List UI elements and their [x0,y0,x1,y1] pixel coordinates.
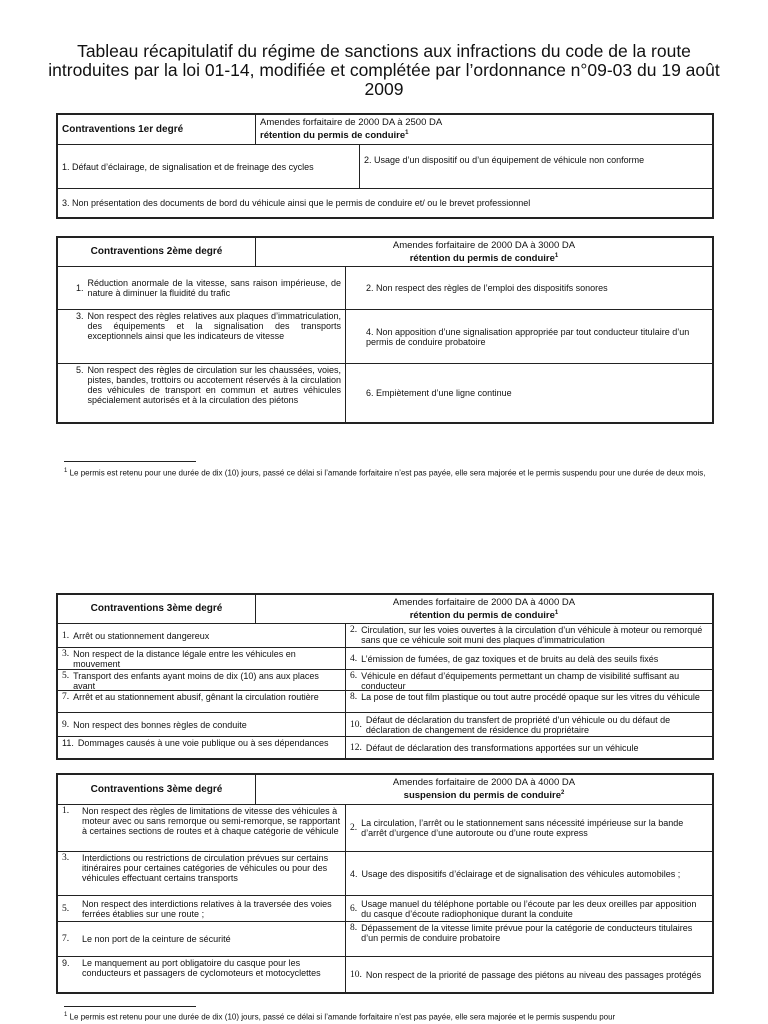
infraction-text: Usage des dispositifs d’éclairage et de signalisation des véhicules automobiles ; [361,868,681,879]
infraction-text: Non respect des règles de limitations de vitesse des véhicules à moteur avec ou sans remorque ou semi-remorque, se rapportant à certaines sections de routes et à chaque catégorie de véhicule [82,806,341,836]
infraction-text: Défaut de déclaration du transfert de propriété d’un véhicule ou du défaut de déclaration de changement de résidence du propriétaire [365,714,671,735]
infraction-cell: 2. Non respect des règles de l’emploi des dispositifs sonores [366,283,608,293]
footnote-ref: 1 [405,130,409,137]
degree-heading: Contraventions 2ème degré [58,238,256,266]
item-number: 10. [350,969,362,980]
footnote-mark: 1 [64,468,68,474]
table-header-row [58,775,712,804]
infraction-text: Défaut de déclaration des transformations apportées sur un véhicule [365,742,639,753]
infraction-text: Le non port de la ceinture de sécurité [82,934,231,944]
table-row [58,309,712,363]
fine-info [256,115,712,144]
infraction-cell [58,737,346,758]
degree-heading: Contraventions 3ème degré [58,775,256,804]
item-number: 9. [62,958,70,968]
title-line-2: introduites par la loi 01-14, modifiée et complétée par l’ordonnance n°09-03 du 19 août [48,60,720,80]
fine-range: Amendes forfaitaire de 2000 DA à 4000 DA [392,777,576,789]
footnote-separator [64,461,196,462]
table-row [58,623,712,647]
infraction-cell [346,624,712,647]
item-number: 3. [62,853,70,863]
item-number: 6. [350,671,358,681]
infraction-text: Dépassement de la vitesse limite prévue pour la catégorie de conducteurs titulaires d’un permis de conduire probatoire [361,923,693,943]
footnote-ref: 1 [554,252,559,259]
title-line-3: 2009 [364,79,404,99]
footnote [64,466,714,479]
table-row [58,690,712,712]
infraction-cell: 6. Empiètement d’une ligne continue [366,388,512,398]
item-number: 3. [62,649,70,659]
table-header-row [58,238,712,266]
item-number: 7. [62,692,70,702]
infraction-text: Non respect des règles relatives aux plaques d’immatriculation, des équipements et la signalisation des transports exceptionnels ainsi que les indicateurs de vitesse [87,311,341,341]
table-header-row [58,595,712,623]
infraction-text: Interdictions ou restrictions de circulation prévues sur certains itinéraires pour certaines catégories de véhicules ou pour des véhicules effectuant certains transports [82,853,329,883]
table-row [58,736,712,758]
infraction-text: Non respect des interdictions relatives à la traversée des voies ferrées établies sur une route ; [82,898,332,919]
table-row [58,669,712,690]
fine-info [256,595,712,623]
table-contraventions-1er-degre [56,113,714,219]
infraction-text: Réduction anormale de la vitesse, sans raison impérieuse, de nature à diminuer la fluidité du trafic [87,278,341,298]
fine-range: Amendes forfaitaire de 2000 DA à 2500 DA [260,117,443,129]
infraction-cell [58,267,346,309]
penalty: rétention du permis de conduire$^1$ [409,252,559,265]
table-row [58,144,712,188]
penalty: rétention du permis de conduire$^1$ [260,130,409,142]
page-title [40,42,728,99]
table-row [58,363,712,422]
infraction-cell [346,896,712,921]
table-row [58,921,712,956]
item-number: 4. [350,653,358,664]
footnote-mark: 1 [64,1012,68,1018]
item-number: 5. [62,903,70,914]
item-number: 4. [350,868,358,879]
infraction-cell [346,691,712,712]
title-line-1: Tableau récapitulatif du régime de sanctions aux infractions du code de la route [77,41,691,61]
item-number: 2. [350,625,358,635]
infraction-text: Le manquement au port obligatoire du casque pour les conducteurs et passagers de cyclomoteurs et motocyclettes [82,958,321,978]
infraction-cell [58,670,346,690]
infraction-cell: 4. Non apposition d’une signalisation appropriée par tout conducteur titulaire d’un permis de conduire probatoire [366,326,690,347]
infraction-cell [58,364,346,422]
infraction-cell [346,957,712,992]
infraction-text: Non respect des bonnes règles de conduite [73,719,247,730]
infraction-cell [346,648,712,669]
infraction-cell [58,805,346,851]
penalty: suspension du permis de conduire$^2$ [403,790,565,802]
footnote-separator [64,1006,196,1007]
item-number: 8. [350,923,358,933]
table-row [58,851,712,895]
infraction-cell: 2. Usage d’un dispositif ou d’un équipement de véhicule non conforme [364,155,645,165]
infraction-cell [58,896,346,921]
table-contraventions-3eme-degre-suspension [56,773,714,994]
infraction-text: La pose de tout film plastique ou tout autre procédé opaque sur les vitres du véhicule [361,692,700,702]
item-number: 5. [62,671,70,681]
fine-range: Amendes forfaitaire de 2000 DA à 3000 DA [392,239,576,251]
item-number: 10. [350,719,362,730]
table-row [58,895,712,921]
infraction-text: Arrêt et au stationnement abusif, gênant la circulation routière [73,692,319,702]
item-number: 1. [62,630,70,641]
table-row [58,188,712,217]
table-row [58,712,712,736]
infraction-text: Non respect de la distance légale entre les véhicules en mouvement [73,649,296,669]
degree-heading: Contraventions 3ème degré [58,595,256,623]
infraction-cell [346,737,712,758]
infraction-cell [346,922,712,956]
infraction-cell [346,805,712,851]
infraction-text: Circulation, sur les voies ouvertes à la circulation d’un véhicule à moteur ou remorqué sans que ce véhicule soit muni des plaques d’immatriculation [361,625,703,645]
degree-heading: Contraventions 1er degré [58,115,256,144]
infraction-cell: 1. Défaut d’éclairage, de signalisation et de freinage des cycles [58,145,360,188]
item-number: 5. [76,365,84,375]
item-number: 7. [62,934,70,944]
infraction-text: Non respect de la priorité de passage des piétons au niveau des passages protégés [365,969,702,980]
infraction-cell: 3. Non présentation des documents de bord du véhicule ainsi que le permis de conduire et/ ou le brevet professionnel [62,198,531,208]
infraction-text: Arrêt ou stationnement dangereux [73,630,210,641]
fine-info [256,775,712,804]
infraction-text: Véhicule en défaut d’équipements permettant un champ de visibilité suffisant au conducteur [361,671,680,691]
item-number: 8. [350,692,358,702]
item-number: 6. [350,903,358,914]
footnote [64,1010,714,1023]
penalty: rétention du permis de conduire$^1$ [409,609,559,622]
infraction-cell [58,852,346,895]
table-row [58,804,712,851]
infraction-text: Transport des enfants ayant moins de dix (10) ans aux places avant [73,671,319,691]
infraction-text: La circulation, l’arrêt ou le stationnement sans nécessité impérieuse sur la bande d’arrêt d’urgence d’une autoroute ou d’une route express [361,818,684,838]
fine-info [256,238,712,266]
footnote-ref: 1 [554,609,559,616]
table-row [58,956,712,992]
item-number: 9. [62,719,70,730]
item-number: 11. [62,738,74,748]
table-row [58,647,712,669]
infraction-cell [58,713,346,736]
infraction-text: Non respect des règles de circulation sur les chaussées, voies, pistes, bandes, trottoirs ou accotement réservés à la circulation des véhicules de transport en commun et autres véhicules spécialement autorisés et à la circulation des piétons [87,365,341,405]
table-row [58,266,712,309]
infraction-cell [346,713,712,736]
infraction-text: L’émission de fumées, de gaz toxiques et de bruits au delà des seuils fixés [361,653,659,664]
table-header-row [58,115,712,144]
fine-range: Amendes forfaitaire de 2000 DA à 4000 DA [392,596,576,608]
footnote-ref: 2 [560,790,565,797]
infraction-cell [346,852,712,895]
infraction-cell [58,624,346,647]
item-number: 2. [350,823,358,833]
infraction-cell [58,922,346,956]
infraction-text: Usage manuel du téléphone portable ou l’écoute par les deux oreilles par apposition du casque d’écoute radiophonique durant la conduite [361,898,697,919]
item-number: 1. [62,806,70,816]
infraction-cell [346,670,712,690]
table-contraventions-3eme-degre-retention [56,593,714,760]
item-number: 12. [350,742,362,753]
infraction-cell [58,957,346,992]
item-number: 3. [76,311,84,321]
table-contraventions-2eme-degre [56,236,714,424]
infraction-cell [58,648,346,669]
infraction-cell [58,691,346,712]
infraction-text: Dommages causés à une voie publique ou à ses dépendances [77,738,329,748]
item-number: 1. [76,283,84,293]
footnote-text: Le permis est retenu pour une durée de dix (10) jours, passé ce délai si l’amande forfaitaire n’est pas payée, elle sera majorée et le permis suspendu pour une durée de deux mois, [67,468,706,478]
footnote-text: Le permis est retenu pour une durée de dix (10) jours, passé ce délai si l’amande forfaitaire n’est pas payée, elle sera majorée et le permis suspendu pour [67,1012,616,1022]
infraction-cell [58,310,346,363]
